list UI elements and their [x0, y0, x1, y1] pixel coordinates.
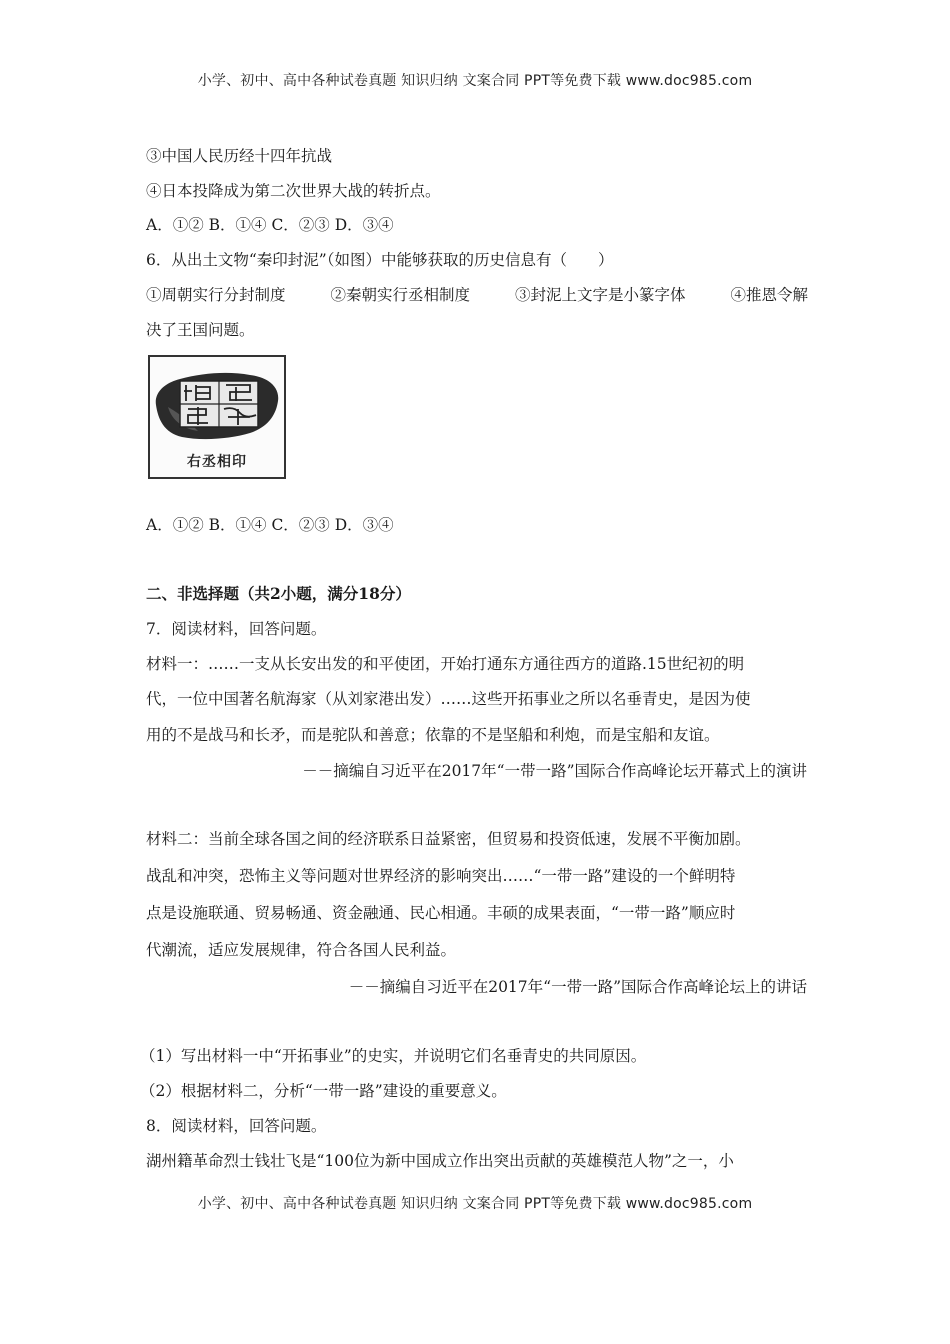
q7-material2-line: 材料二：当前全球各国之间的经济联系日益紧密，但贸易和投资低速，发展不平衡加剧。 [146, 830, 751, 848]
q7-material2-line: 点是设施联通、贸易畅通、资金融通、民心相通。丰硕的成果表面，“一带一路”顺应时 [146, 904, 736, 922]
q6-options [146, 285, 808, 305]
q5-choices: A．①② B．①④ C．②③ D．③④ [146, 216, 394, 234]
q8-line-1: 湖州籍革命烈士钱壮飞是“100位为新中国成立作出突出贡献的英雄模范人物”之一，小 [146, 1152, 734, 1170]
page-header: 小学、初中、高中各种试卷真题 知识归纳 文案合同 PPT等免费下载 www.doc985.com [197, 73, 753, 89]
q5-option-4: ④日本投降成为第二次世界大战的转折点。 [146, 182, 441, 200]
q7-material2-source: －－摘编自习近平在2017年“一带一路”国际合作高峰论坛上的讲话 [348, 978, 807, 996]
q6-option-4: ④推恩令解 [730, 286, 808, 304]
q5-option-3: ③中国人民历经十四年抗战 [146, 147, 333, 165]
q7-material1-source: －－摘编自习近平在2017年“一带一路”国际合作高峰论坛开幕式上的演讲 [302, 762, 807, 780]
q8-stem: 8．阅读材料，回答问题。 [146, 1117, 327, 1135]
q6-option-3: ③封泥上文字是小篆字体 [514, 286, 686, 304]
q7-material1-line: 材料一：……一支从长安出发的和平使团，开始打通东方通往西方的道路.15世纪初的明 [146, 655, 745, 673]
q7-material2-line: 战乱和冲突，恐怖主义等问题对世界经济的影响突出……“一带一路”建设的一个鲜明特 [146, 867, 736, 885]
q7-material1-line: 代，一位中国著名航海家（从刘家港出发）……这些开拓事业之所以名垂青史，是因为使 [146, 690, 751, 708]
q6-option-1: ①周朝实行分封制度 [146, 286, 286, 304]
seal-clay-figure [148, 355, 286, 479]
q6-stem: 6．从出土文物“秦印封泥”（如图）中能够获取的历史信息有（ ） [146, 251, 614, 269]
q7-stem: 7．阅读材料，回答问题。 [146, 620, 327, 638]
section-title: 二、非选择题（共2小题，满分18分） [146, 584, 411, 603]
q7-material2-line: 代潮流，适应发展规律，符合各国人民利益。 [146, 941, 457, 959]
q7-material1-line: 用的不是战马和长矛，而是驼队和善意；依靠的不是坚船和利炮，而是宝船和友谊。 [146, 726, 720, 744]
q7-subquestion-1: （1）写出材料一中“开拓事业”的史实，并说明它们名垂青史的共同原因。 [140, 1047, 647, 1065]
q6-choices: A．①② B．①④ C．②③ D．③④ [146, 516, 394, 534]
q6-options-continued: 决了王国问题。 [146, 321, 255, 339]
page-footer: 小学、初中、高中各种试卷真题 知识归纳 文案合同 PPT等免费下载 www.doc985.com [197, 1196, 753, 1212]
q6-option-2: ②秦朝实行丞相制度 [330, 286, 470, 304]
q7-subquestion-2: （2）根据材料二，分析“一带一路”建设的重要意义。 [140, 1082, 507, 1100]
figure-caption: 右丞相印 [187, 454, 247, 470]
